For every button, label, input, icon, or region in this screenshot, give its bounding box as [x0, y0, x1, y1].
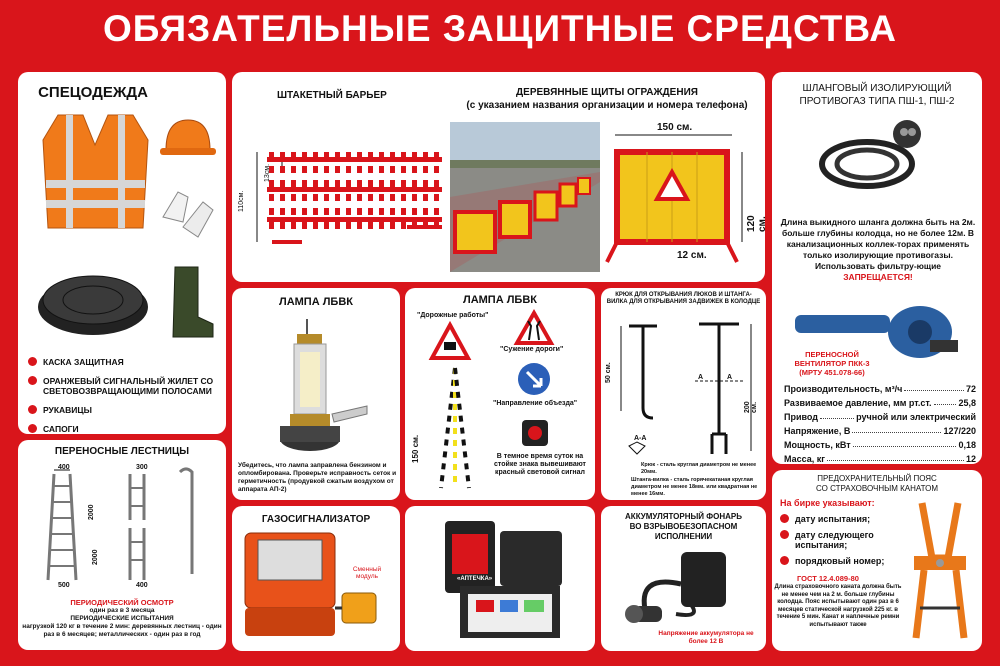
picket-segment: [313, 180, 318, 187]
picket-segment: [423, 194, 428, 201]
picket-segment: [368, 180, 373, 187]
picket-segment: [423, 180, 428, 187]
picket-segment: [357, 180, 362, 187]
sign-detour-label: "Направление объезда": [493, 400, 578, 407]
picket-segment: [302, 166, 307, 173]
picket-segment: [379, 180, 384, 187]
page-title: ОБЯЗАТЕЛЬНЫЕ ЗАЩИТНЫЕ СРЕДСТВА: [103, 8, 897, 49]
picket-segment: [401, 222, 406, 229]
ladders-panel: [18, 440, 226, 650]
picket-segment: [368, 194, 373, 201]
hook-panel: [601, 288, 766, 500]
picket-segment: [291, 194, 296, 201]
picket-segment: [302, 208, 307, 215]
picket-segment: [291, 166, 296, 173]
picket-segment: [324, 222, 329, 229]
picket-segment: [412, 166, 417, 173]
picket-segment: [357, 208, 362, 215]
gas-detector-heading: ГАЗОСИГНАЛИЗАТОР: [261, 514, 371, 525]
belt-heading: ПРЕДОХРАНИТЕЛЬНЫЙ ПОЯС СО СТРАХОВОЧНЫМ КАНАТОМ: [816, 474, 938, 493]
ladder-dim-3: 2000: [88, 504, 95, 520]
barrier-rail-label: 13см.: [264, 163, 271, 182]
list-item: ОРАНЖЕВЫЙ СИГНАЛЬНЫЙ ЖИЛЕТ СО СВЕТОВОЗВРАЩАЮЩИМИ ПОЛОСАМИ: [28, 376, 223, 396]
picket-segment: [379, 166, 384, 173]
section-label: А-А: [634, 435, 647, 442]
ladder-dim-5: 500: [58, 582, 70, 589]
narrowing-sign-icon: [515, 310, 553, 346]
picket-segment: [357, 194, 362, 201]
inspection-title: ПЕРИОДИЧЕСКИЙ ОСМОТР: [70, 598, 174, 607]
picket-segment: [280, 180, 285, 187]
picket-segment: [390, 180, 395, 187]
picket-segment: [324, 194, 329, 201]
fan-specs: [784, 384, 976, 468]
spec-row: Напряжение, В 127/220: [784, 426, 976, 436]
boots-image: [163, 262, 218, 342]
picket-segment: [346, 222, 351, 229]
roadwork-sign-icon: [430, 322, 470, 362]
gost-label: ГОСТ 12.4.089-80: [797, 574, 859, 583]
barrier-height-label: 110см.: [238, 190, 245, 212]
detour-sign-icon: [517, 362, 551, 396]
rod-note: Штанга-вилка - сталь горячекатаная круглая диаметром не менее 18мм. или квадратная не менее 16мм.: [631, 477, 758, 497]
rod-dim-label: 200 см.: [744, 401, 758, 413]
list-item: порядковый номер;: [780, 556, 900, 566]
lamp-heading: ЛАМПА ЛБВК: [278, 296, 353, 308]
list-item: дату испытания;: [780, 514, 900, 524]
hook-diagram: [609, 316, 764, 461]
picket-segment: [434, 208, 439, 215]
shields-heading: ДЕРЕВЯННЫЕ ЩИТЫ ОГРАЖДЕНИЯ (с указанием названия организации и номера телефона): [466, 87, 748, 111]
flashlight-image: [616, 544, 756, 624]
picket-barrier-image: [247, 132, 447, 252]
first-aid-brand: «АПТЕЧКА»: [457, 576, 493, 582]
picket-segment: [280, 222, 285, 229]
picket-segment: [346, 208, 351, 215]
ladder-dim-1: 400: [58, 464, 70, 471]
shield-width-label: 150 см.: [657, 122, 693, 133]
ladder-dim-4: 2000: [92, 549, 99, 565]
picket-segment: [368, 166, 373, 173]
barriers-panel: [232, 72, 768, 282]
picket-segment: [357, 222, 362, 229]
gas-detector-panel: [232, 506, 400, 651]
clothing-list: [28, 357, 223, 443]
picket-segment: [313, 208, 318, 215]
picket-segment: [324, 166, 329, 173]
picket-segment: [379, 194, 384, 201]
picket-segment: [401, 194, 406, 201]
signal-lamp-image: [520, 416, 550, 448]
list-item: РУКАВИЦЫ: [28, 405, 223, 415]
tripod-image: [435, 366, 475, 491]
clothing-panel: [18, 72, 226, 434]
signs-panel: [405, 288, 595, 500]
vest-image: [38, 110, 153, 230]
flashlight-caption: Напряжение аккумулятора не более 12 В: [658, 630, 754, 645]
mark-a-right: А: [727, 374, 733, 381]
spec-row: Привод ручной или электрический: [784, 412, 976, 422]
picket-segment: [434, 166, 439, 173]
gloves-image: [158, 182, 218, 242]
helmet-image: [158, 112, 218, 162]
mark-a-left: А: [698, 374, 704, 381]
picket-segment: [335, 166, 340, 173]
picket-segment: [291, 222, 296, 229]
picket-segment: [280, 208, 285, 215]
picket-segment: [401, 180, 406, 187]
flashlight-panel: [601, 506, 766, 651]
ladder-dim-6: 400: [136, 582, 148, 589]
picket-segment: [269, 194, 274, 201]
picket-segment: [368, 208, 373, 215]
picket-segment: [313, 194, 318, 201]
barrier-heading: ШТАКЕТНЫЙ БАРЬЕР: [277, 90, 387, 101]
shields-photo: [450, 122, 600, 272]
picket-segment: [434, 180, 439, 187]
gasmask-heading: ШЛАНГОВЫЙ ИЗОЛИРУЮЩИЙ ПРОТИВОГАЗ ТИПА ПШ-1, ПШ-2: [799, 83, 955, 107]
gasmask-panel: [772, 72, 982, 464]
hook-dim-label: 50 см.: [605, 362, 612, 383]
signs-caption: В темное время суток на стойке знака вывешивают красный световой сигнал: [494, 453, 586, 476]
picket-segment: [313, 222, 318, 229]
picket-segment: [412, 194, 417, 201]
picket-segment: [335, 222, 340, 229]
spec-row: Мощность, кВт 0,18: [784, 440, 976, 450]
picket-segment: [324, 180, 329, 187]
module-label: Сменный модуль: [352, 566, 382, 580]
picket-segment: [291, 180, 296, 187]
picket-segment: [379, 208, 384, 215]
picket-segment: [335, 194, 340, 201]
gasmask-image: [812, 114, 942, 194]
inspection-text: один раз в 3 месяца ПЕРИОДИЧЕСКИЕ ИСПЫТАНИЯ нагрузкой 120 кг в течение 2 мин: деревянных лестниц - один раз в 6 месяцев; металлических - один раз в год: [22, 607, 222, 638]
picket-segment: [390, 166, 395, 173]
signs-heading: ЛАМПА ЛБВК: [462, 294, 537, 306]
picket-segment: [412, 180, 417, 187]
picket-segment: [434, 194, 439, 201]
hook-heading: КРЮК ДЛЯ ОТКРЫВАНИЯ ЛЮКОВ И ШТАНГА-ВИЛКА ДЛЯ ОТКРЫВАНИЯ ЗАДВИЖЕК В КОЛОДЦЕ: [606, 292, 761, 305]
picket-segment: [423, 166, 428, 173]
list-item: дату следующего испытания;: [780, 530, 900, 550]
list-item: САПОГИ: [28, 424, 223, 434]
tag-list: [780, 514, 900, 572]
list-item: КАСКА ЗАЩИТНАЯ: [28, 357, 223, 367]
lamp-image: [262, 314, 372, 459]
picket-segment: [390, 194, 395, 201]
picket-segment: [368, 222, 373, 229]
picket-segment: [412, 208, 417, 215]
gas-detector-image: [240, 528, 390, 643]
spec-row: Производительность, м³/ч 72: [784, 384, 976, 394]
belt-text: Длина страховочного каната должна быть не менее чем на 2 м. больше глубины колодца. Пояс испытывают один раз в 6 месяцев статической нагрузкой 225 кг. в течение 5 мин. Канат и наплечные ремни испытывают также: [774, 584, 902, 628]
manhole-image: [33, 262, 153, 342]
picket-segment: [324, 208, 329, 215]
picket-segment: [280, 166, 285, 173]
sign-narrow-label: "Сужение дороги": [500, 346, 564, 353]
belt-panel: [772, 470, 982, 651]
tag-title: На бирке указывают:: [780, 498, 875, 508]
pole-height-label: 150 см.: [411, 434, 420, 463]
shield-leg-label: 12 см.: [677, 250, 707, 261]
picket-segment: [280, 194, 285, 201]
picket-segment: [357, 166, 362, 173]
fan-label: ПЕРЕНОСНОЙ ВЕНТИЛЯТОР ПКК-3 (МРТУ 451.078-66): [794, 350, 870, 377]
picket-segment: [379, 222, 384, 229]
picket-segment: [291, 208, 296, 215]
spec-row: Масса, кг 12: [784, 454, 976, 464]
picket-segment: [390, 208, 395, 215]
ladders-diagram: [40, 462, 210, 590]
spec-row: Развиваемое давление, мм рт.ст. 25,8: [784, 398, 976, 408]
sign-roadwork-label: "Дорожные работы": [417, 312, 489, 319]
picket-segment: [335, 208, 340, 215]
picket-segment: [346, 166, 351, 173]
picket-segment: [313, 166, 318, 173]
clothing-heading: СПЕЦОДЕЖДА: [38, 84, 148, 101]
lamp-panel: [232, 288, 400, 500]
ladder-dim-2: 300: [136, 464, 148, 471]
picket-segment: [390, 222, 395, 229]
picket-segment: [401, 208, 406, 215]
shield-height-label: 120 см.: [746, 215, 768, 232]
picket-segment: [401, 166, 406, 173]
picket-segment: [335, 180, 340, 187]
picket-segment: [302, 194, 307, 201]
hook-note: Крюк - сталь круглая диаметром не менее 20мм.: [641, 462, 757, 475]
harness-image: [902, 498, 978, 646]
ladders-heading: ПЕРЕНОСНЫЕ ЛЕСТНИЦЫ: [54, 446, 190, 457]
picket-segment: [423, 208, 428, 215]
picket-segment: [346, 194, 351, 201]
flashlight-heading: АККУМУЛЯТОРНЫЙ ФОНАРЬ ВО ВЗРЫВОБЕЗОПАСНОМ ИСПОЛНЕНИИ: [625, 512, 742, 541]
picket-segment: [269, 222, 274, 229]
picket-segment: [346, 180, 351, 187]
gasmask-text: Длина выкидного шланга должна быть на 2м. больше глубины колодца, но не более 12м. В канализационных коллек-торах применять только изолирующие противогазы. Использовать фильтру-ющие ЗАПРЕЩАЕТСЯ!: [780, 217, 976, 282]
picket-segment: [302, 180, 307, 187]
picket-segment: [269, 208, 274, 215]
lamp-caption: Убедитесь, что лампа заправлена бензином и опломбирована. Проверьте исправность сеток и герметичность (продувкой сжатым воздухом от аппарата АП-2): [238, 462, 397, 493]
picket-segment: [302, 222, 307, 229]
first-aid-panel: [405, 506, 595, 651]
